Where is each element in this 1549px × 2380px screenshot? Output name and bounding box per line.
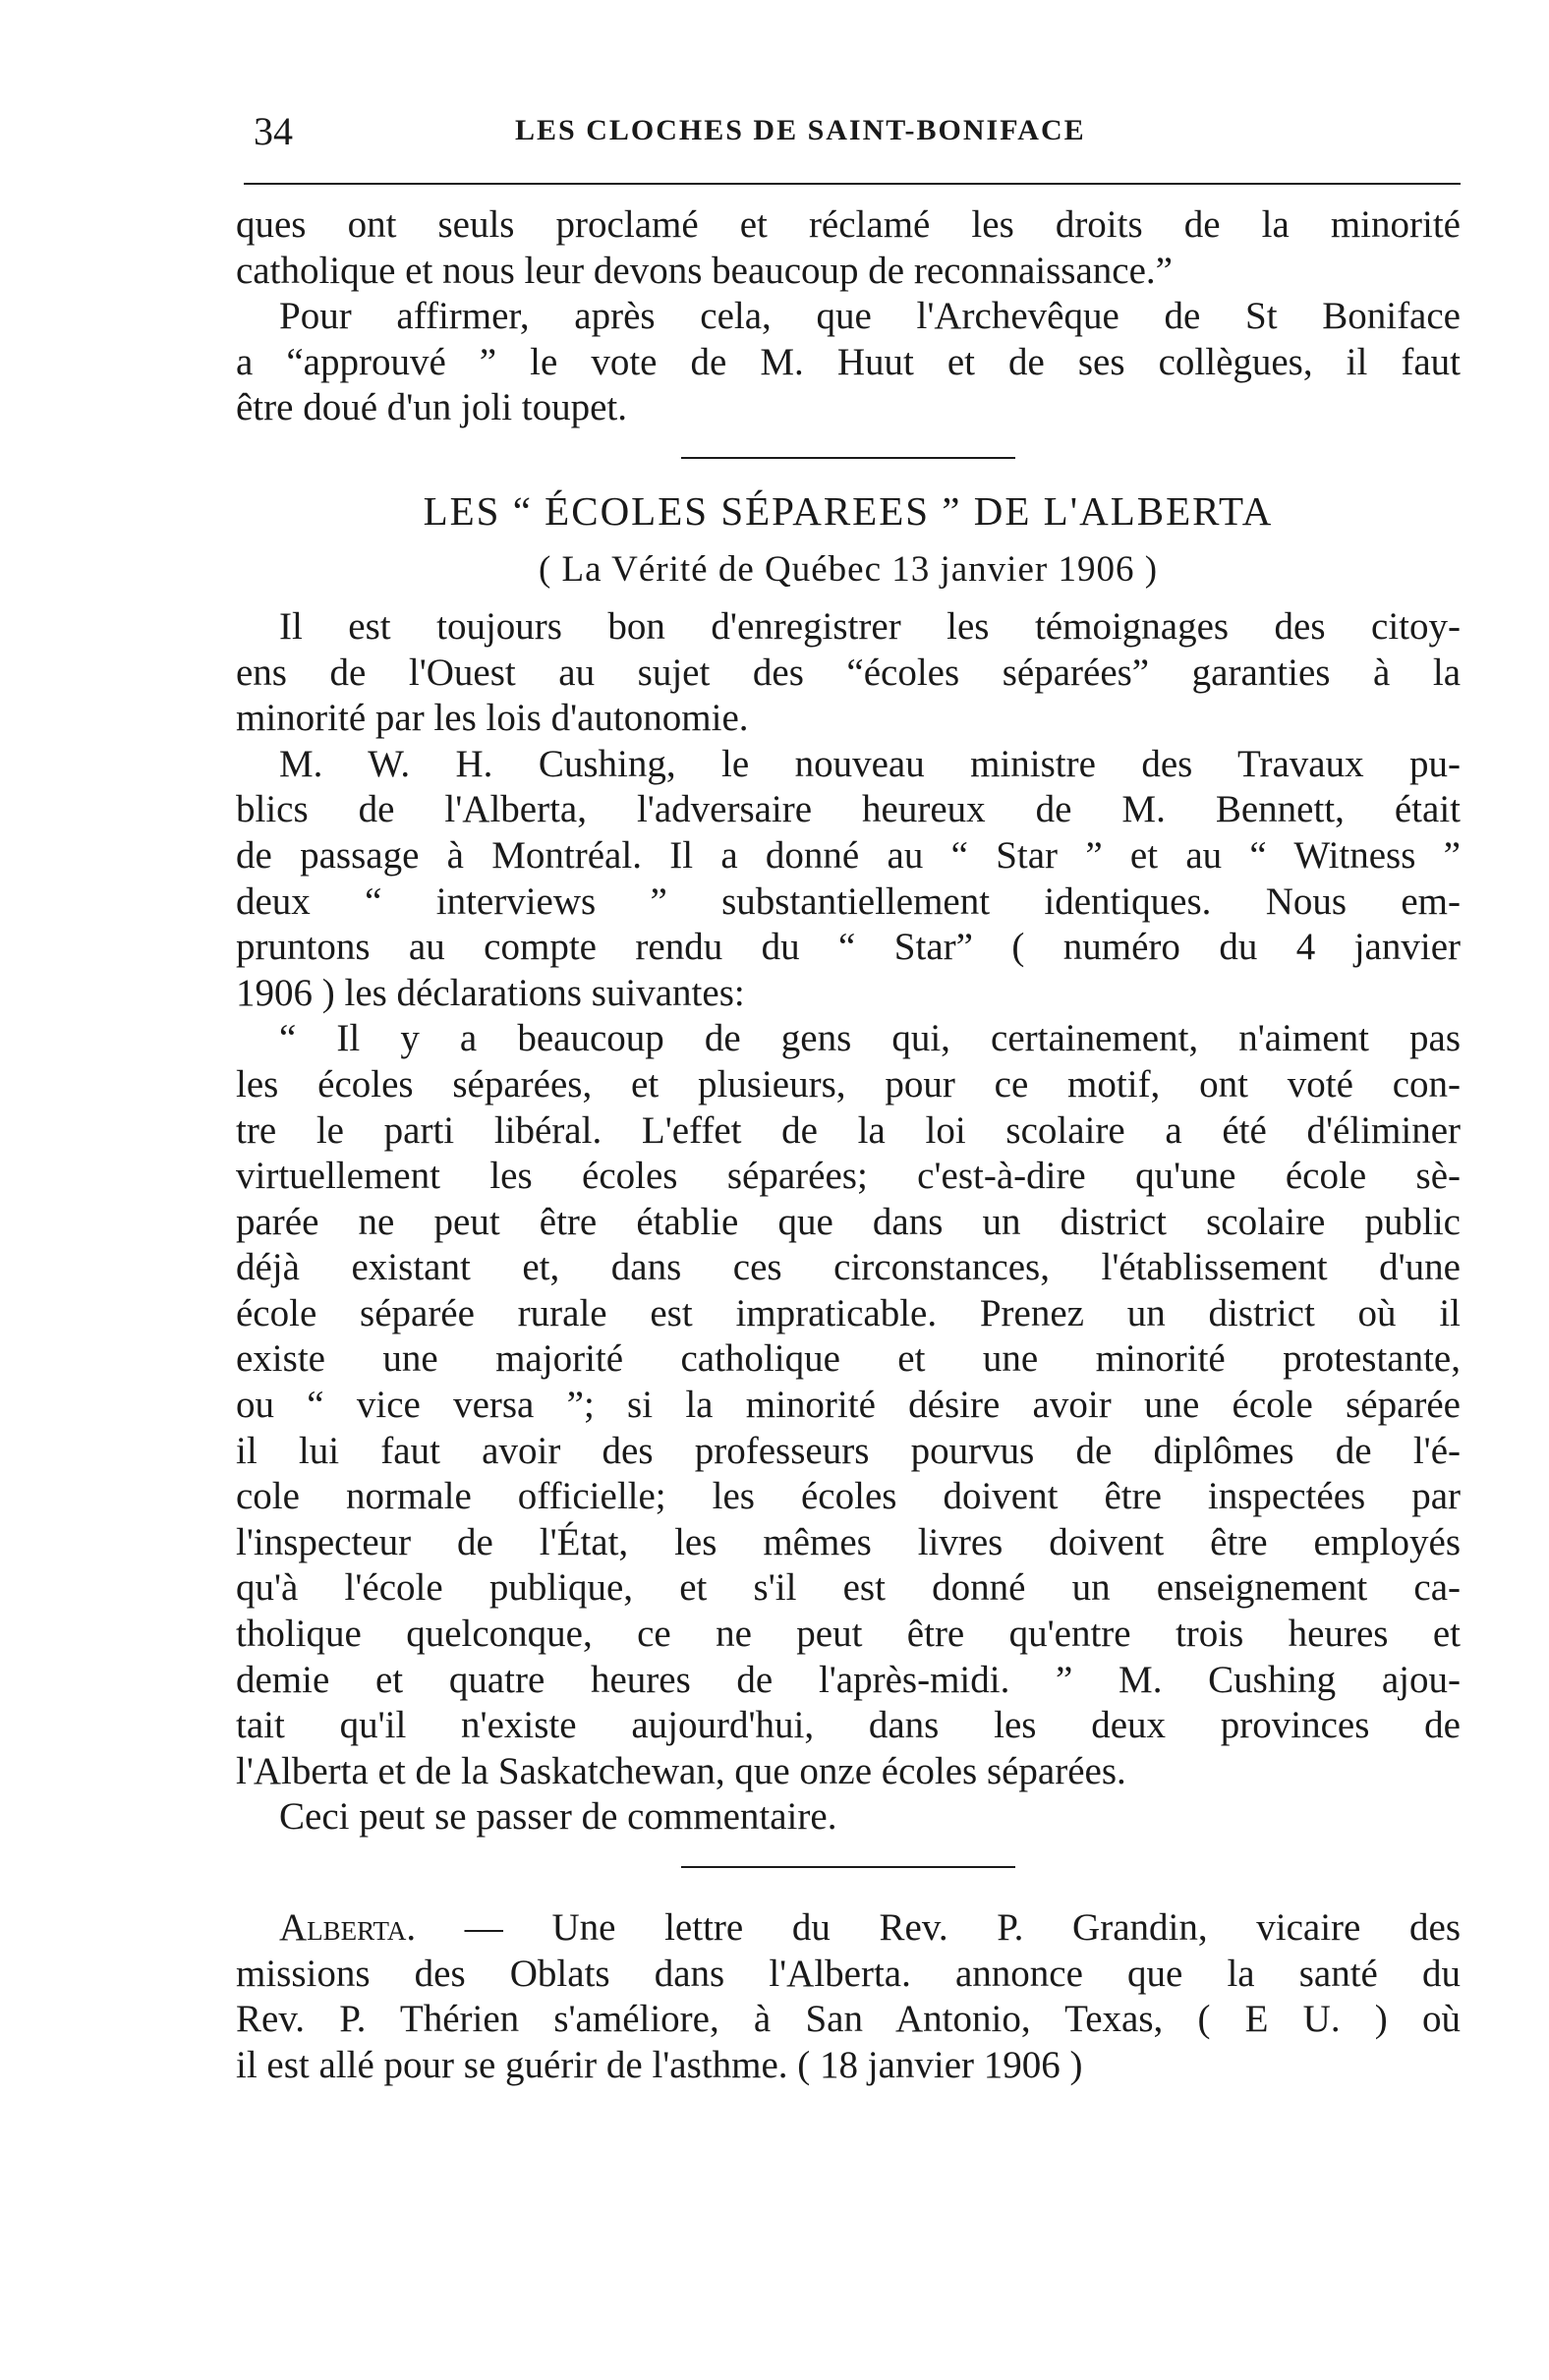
text-line: blics de l'Alberta, l'adversaire heureux de M. Bennett, était xyxy=(236,788,1461,831)
paragraph xyxy=(236,294,1461,431)
paragraph xyxy=(236,1905,1461,2088)
text-line: ens de l'Ouest au sujet des “écoles séparées” garanties à la xyxy=(236,651,1461,694)
text-line: “ Il y a beaucoup de gens qui, certainement, n'aiment pas xyxy=(279,1017,1461,1060)
text-line: pruntons au compte rendu du “ Star” ( numéro du 4 janvier xyxy=(236,926,1461,969)
text-line: minorité par les lois d'autonomie. xyxy=(236,697,749,740)
text-line: qu'à l'école publique, et s'il est donné un enseignement ca- xyxy=(236,1566,1461,1610)
text-line: ou “ vice versa ”; si la minorité désire avoir une école séparée xyxy=(236,1384,1461,1427)
text-line: missions des Oblats dans l'Alberta. annonce que la santé du xyxy=(236,1952,1461,1995)
text-line: existe une majorité catholique et une minorité protestante, xyxy=(236,1337,1461,1381)
text-line: demie et quatre heures de l'après-midi. ” M. Cushing ajou- xyxy=(236,1658,1461,1701)
running-head xyxy=(236,98,1461,153)
text-line: a “approuvé ” le vote de M. Huut et de ses collègues, il faut xyxy=(236,340,1461,383)
text-line: ques ont seuls proclamé et réclamé les droits de la minorité xyxy=(236,203,1461,246)
header-rule xyxy=(244,183,1461,185)
text-line: tait qu'il n'existe aujourd'hui, dans les deux provinces de xyxy=(236,1704,1461,1747)
paragraph-continuation xyxy=(236,202,1461,294)
text-line: école séparée rurale est impraticable. Prenez un district où il xyxy=(236,1291,1461,1334)
text-line xyxy=(236,1905,1461,1952)
text-line: tre le parti libéral. L'effet de la loi scolaire a été d'éliminer xyxy=(236,1108,1461,1152)
book-page xyxy=(236,98,1461,2088)
text-line: les écoles séparées, et plusieurs, pour ce motif, ont voté con- xyxy=(236,1062,1461,1105)
text-line: virtuellement les écoles séparées; c'est-à-dire qu'une école sè- xyxy=(236,1155,1461,1198)
text-line: être doué d'un joli toupet. xyxy=(236,386,628,429)
section-source: ( La Vérité de Québec 13 janvier 1906 ) xyxy=(538,548,1159,590)
text-line: déjà existant et, dans ces circonstances, l'établissement d'une xyxy=(236,1246,1461,1289)
news-item xyxy=(236,1905,1461,2088)
text-line: M. W. H. Cushing, le nouveau ministre des Travaux pu- xyxy=(279,742,1461,785)
text-fragment: — Une lettre du Rev. P. Grandin, vicaire des xyxy=(416,1906,1461,1949)
page-number: 34 xyxy=(254,109,293,153)
text-line: l'inspecteur de l'État, les mêmes livres doivent être employés xyxy=(236,1520,1461,1563)
text-line: Pour affirmer, après cela, que l'Archevêque de St Boniface xyxy=(279,295,1461,338)
text-line: il est allé pour se guérir de l'asthme. ( 18 janvier 1906 ) xyxy=(236,2043,1083,2086)
text-line: parée ne peut être établie que dans un district scolaire public xyxy=(236,1200,1461,1243)
text-line: Ceci peut se passer de commentaire. xyxy=(279,1795,837,1839)
paragraph xyxy=(236,604,1461,742)
news-item-lead: Alberta. xyxy=(279,1906,417,1949)
text-line: de passage à Montréal. Il a donné au “ Star ” et au “ Witness ” xyxy=(236,833,1461,877)
text-line: 1906 ) les déclarations suivantes: xyxy=(236,971,745,1014)
running-title: LES CLOCHES DE SAINT-BONIFACE xyxy=(515,114,1086,146)
text-line: Rev. P. Thérien s'améliore, à San Antonio, Texas, ( E U. ) où xyxy=(236,1998,1461,2041)
text-line: il lui faut avoir des professeurs pourvus de diplômes de l'é- xyxy=(236,1429,1461,1472)
opening-text xyxy=(236,202,1461,431)
text-line: l'Alberta et de la Saskatchewan, que onze écoles séparées. xyxy=(236,1749,1126,1792)
text-line: cole normale officielle; les écoles doivent être inspectées par xyxy=(236,1475,1461,1518)
section-divider xyxy=(681,1866,1015,1868)
paragraph xyxy=(236,1794,1461,1841)
text-line: catholique et nous leur devons beaucoup de reconnaissance.” xyxy=(236,249,1173,292)
quoted-paragraph xyxy=(236,1016,1461,1794)
article-body xyxy=(236,604,1461,1841)
paragraph xyxy=(236,742,1461,1017)
text-line: Il est toujours bon d'enregistrer les témoignages des citoy- xyxy=(279,604,1461,648)
text-line: tholique quelconque, ce ne peut être qu'entre trois heures et xyxy=(236,1613,1461,1656)
section-divider xyxy=(681,457,1015,459)
section-heading: LES “ ÉCOLES SÉPAREES ” DE L'ALBERTA xyxy=(423,487,1274,534)
text-line: deux “ interviews ” substantiellement identiques. Nous em- xyxy=(236,879,1461,923)
